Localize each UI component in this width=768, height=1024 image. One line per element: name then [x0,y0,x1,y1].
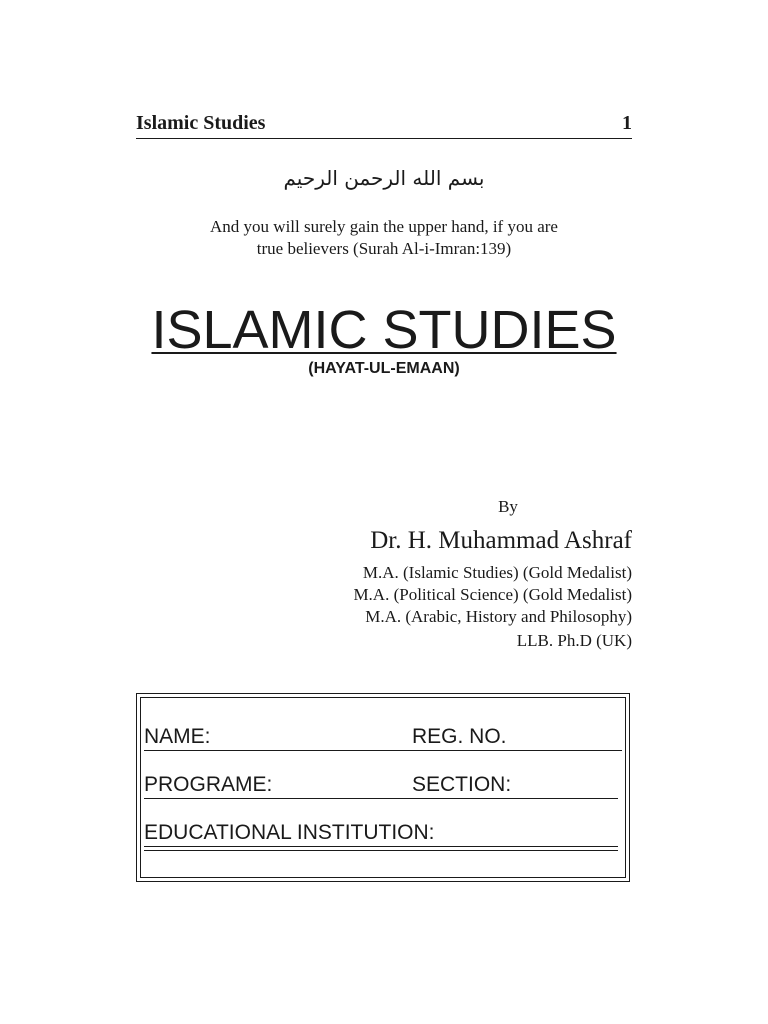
bismillah-calligraphy: بسم الله الرحمن الرحيم [283,166,485,190]
quran-verse [0,216,768,260]
author-name: Dr. H. Muhammad Ashraf [370,527,632,554]
verse-line-2: true believers (Surah Al-i-Imran:139) [256,239,512,258]
book-title-text: ISLAMIC STUDIES [151,300,617,360]
student-info-form [136,693,630,882]
by-label: By [498,497,518,516]
institution-field[interactable]: EDUCATIONAL INSTITUTION: [144,820,618,847]
page-number: 1 [622,112,632,134]
name-field[interactable]: NAME: [144,724,412,751]
author-qualifications [353,562,632,652]
book-subtitle: (HAYAT-UL-EMAAN) [308,360,460,377]
program-field[interactable]: PROGRAME: [144,772,412,799]
reg-no-field[interactable]: REG. NO. [412,724,622,751]
qualification-line: M.A. (Islamic Studies) (Gold Medalist) [362,563,632,582]
page-header [136,112,632,139]
verse-line-1: And you will surely gain the upper hand, if you are [210,217,558,236]
blank-form-line [144,850,618,851]
qualification-line: M.A. (Political Science) (Gold Medalist) [353,585,632,604]
section-field[interactable]: SECTION: [412,772,618,799]
book-title [0,300,768,360]
header-title: Islamic Studies [136,112,266,134]
student-info-form-inner [140,697,626,878]
qualification-line: M.A. (Arabic, History and Philosophy) [365,607,632,626]
qualification-line: LLB. Ph.D (UK) [516,631,632,650]
